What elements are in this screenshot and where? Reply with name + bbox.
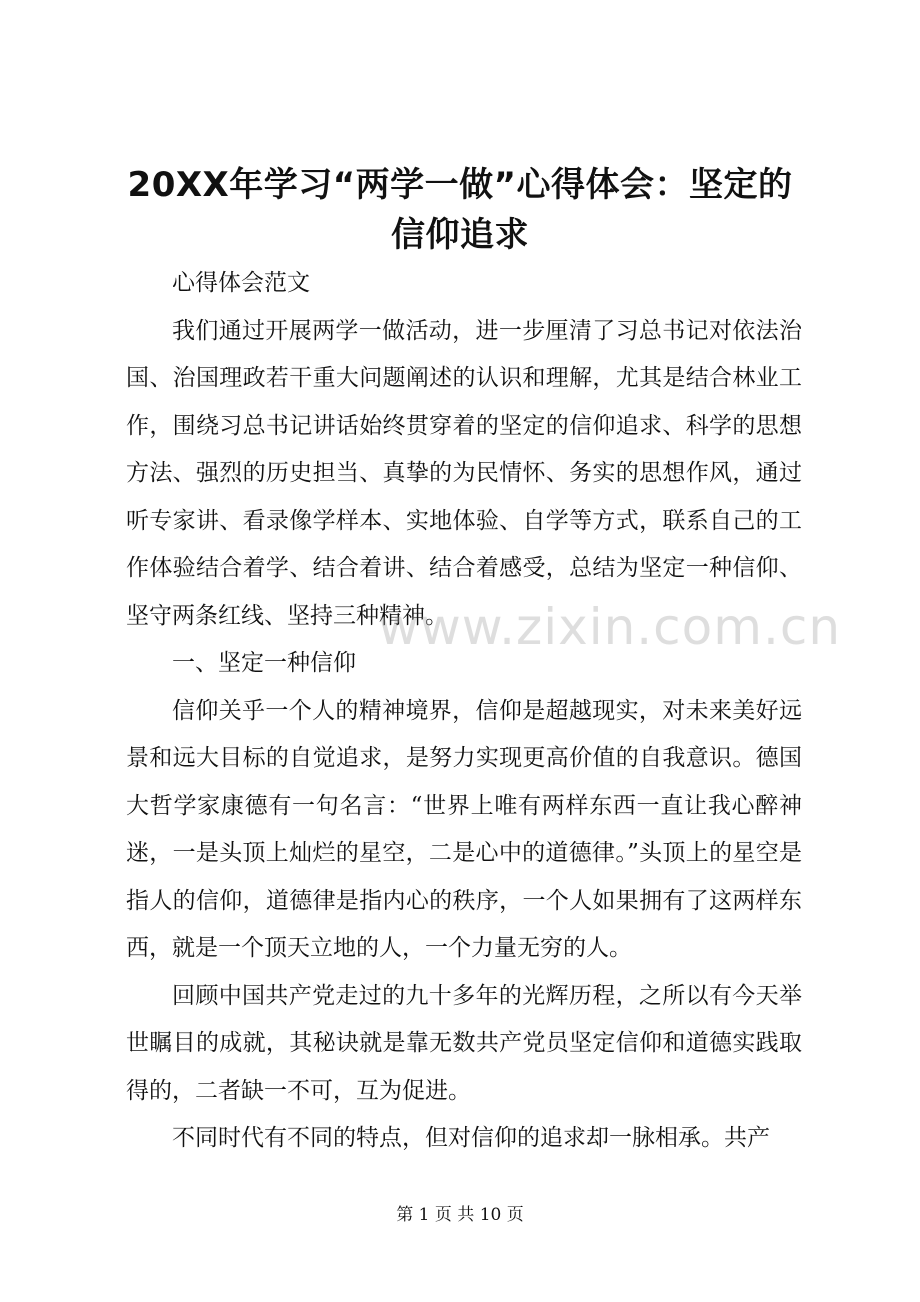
document-title	[110, 160, 810, 260]
paragraph: 信仰关乎一个人的精神境界，信仰是超越现实，对未来美好远景和远大目标的自觉追求，是努力实现更高价值的自我意识。德国大哲学家康德有一句名言：“世界上唯有两样东西一直让我心醉神迷，一是头顶上灿烂的星空，二是心中的道德律。”头顶上的星空是指人的信仰，道德律是指内心的秩序，一个人如果拥有了这两样东西，就是一个顶天立地的人，一个力量无穷的人。	[126, 697, 802, 961]
watermark: www.zixin.com.cn	[378, 598, 842, 656]
section-heading: 一、坚定一种信仰	[172, 650, 356, 676]
page-footer: 第 1 页 共 10 页	[396, 1205, 524, 1225]
paragraph: 回顾中国共产党走过的九十多年的光辉历程，之所以有今天举世瞩目的成就，其秘诀就是靠无数共产党员坚定信仰和道德实践取得的，二者缺一不可，互为促进。	[126, 982, 802, 1104]
paragraph: 不同时代有不同的特点，但对信仰的追求却一脉相承。共产	[172, 1125, 770, 1151]
title-line-2: 信仰追求	[391, 215, 529, 255]
paragraph: 心得体会范文	[172, 270, 310, 296]
title-line-1: 20XX年学习“两学一做”心得体会：坚定的	[127, 165, 793, 205]
document-body	[126, 260, 802, 1163]
paragraph: 我们通过开展两学一做活动，进一步厘清了习总书记对依法治国、治国理政若干重大问题阐述的认识和理解，尤其是结合林业工作，围绕习总书记讲话始终贯穿着的坚定的信仰追求、科学的思想方法、强烈的历史担当、真挚的为民情怀、务实的思想作风，通过听专家讲、看录像学样本、实地体验、自学等方式，联系自己的工作体验结合着学、结合着讲、结合着感受，总结为坚定一种信仰、坚守两条红线、坚持三种精神。	[126, 317, 802, 629]
